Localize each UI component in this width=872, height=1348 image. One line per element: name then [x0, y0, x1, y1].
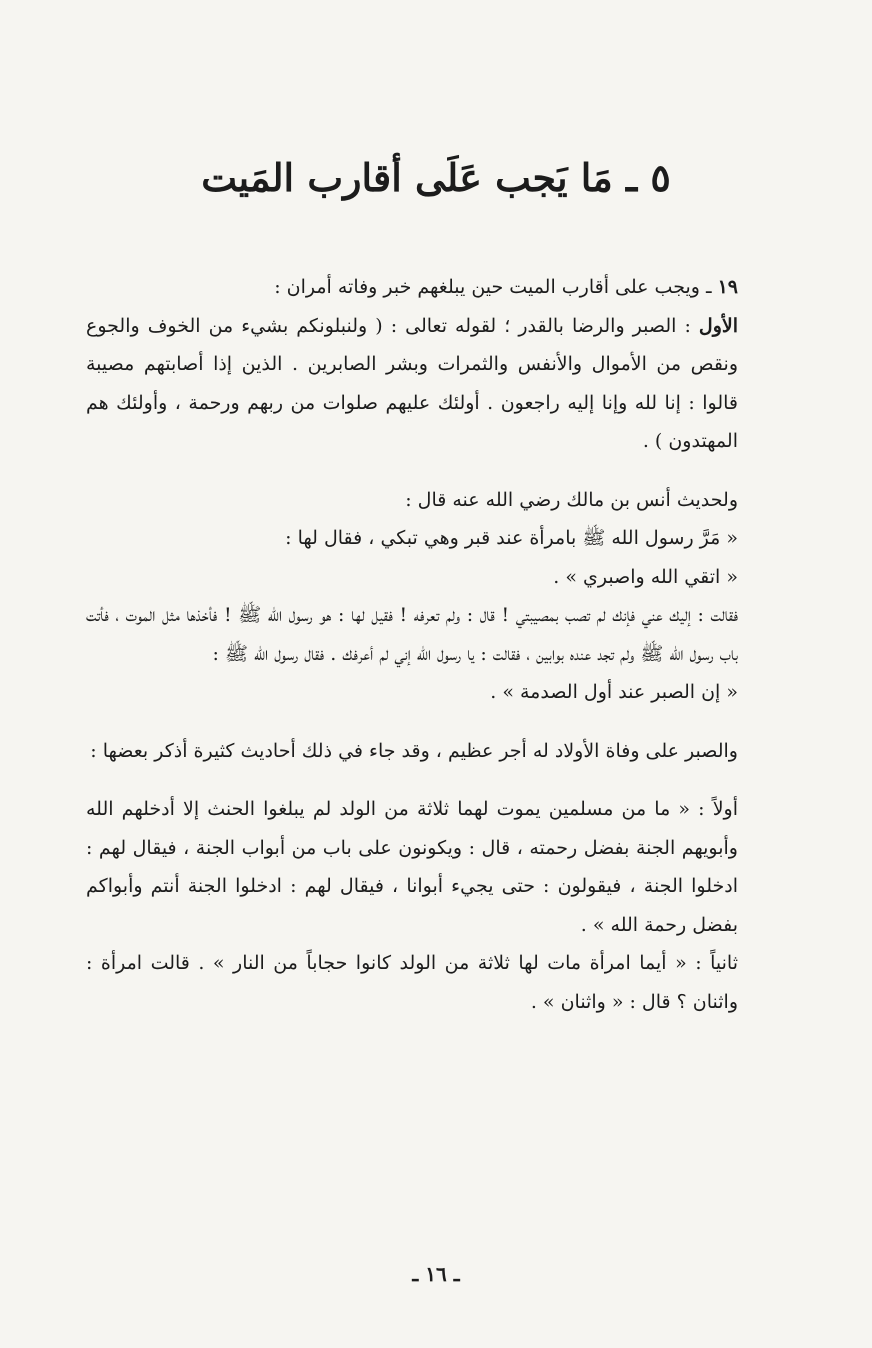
paragraph-awwal: [86, 307, 776, 461]
awwalan-paragraph: أولاً : « ما من مسلمين يموت لهما ثلاثة من الولد لم يبلغوا الحنث إلا أدخلهم الله وأبويهم الجنة بفضل رحمته ، قال : ويكونون على باب من أبواب الجنة ، فيقال لهم : ادخلوا الجنة ، فيقولون : حتى يجيء أبوانا ، فيقال لهم : ادخلوا الجنة أنتم وأبواكم بفضل رحمة الله » .: [86, 798, 738, 936]
sabr-paragraph: والصبر على وفاة الأولاد له أجر عظيم ، وقد جاء في ذلك أحاديث كثيرة أذكر بعضها :: [90, 739, 738, 762]
paragraph-19: [86, 268, 776, 307]
page-body: [86, 268, 776, 1021]
thaniyan-paragraph: ثانياً : « أيما امرأة مات لها ثلاثة من الولد كانوا حجاباً من النار » . قالت امرأة : واثنان ؟ قال : « واثنان » .: [86, 952, 738, 1013]
hadith-body: فقالت : إليك عني فإنك لم تصب بمصيبتي ! قال : ولم تعرفه ! فقيل لها : هو رسول الله ﷺ ! فأخذها مثل الموت ، فأتت باب رسول الله ﷺ ولم تجد عنده بوابين ، فقالت : يا رسول الله إني لم أعرفك . فقال رسول الله ﷺ :: [86, 604, 738, 665]
page-number: ـ ١٦ ـ: [412, 1262, 460, 1286]
hadith-quote-2: « اتقي الله واصبري » .: [553, 565, 738, 588]
paragraph-number: ١٩: [717, 276, 738, 298]
hadith-quote-3: « إن الصبر عند أول الصدمة » .: [490, 681, 738, 703]
hadith-quote-1: « مَرَّ رسول الله ﷺ بامرأة عند قبر وهي تبكي ، فقال لها :: [285, 527, 738, 549]
awwal-label: الأول: [698, 314, 738, 337]
awwal-text: : الصبر والرضا بالقدر ؛ لقوله تعالى : ( ولنبلونكم بشيء من الخوف والجوع ونقص من الأموال والأنفس والثمرات وبشر الصابرين . الذين إذا أصابتهم مصيبة قالوا : إنا لله وإنا إليه راجعون . أولئك عليهم صلوات من ربهم ورحمة ، وأولئك هم المهتدون ) .: [86, 314, 738, 452]
paragraph-19-text: ـ ويجب على أقارب الميت حين يبلغهم خبر وفاته أمران :: [274, 276, 712, 298]
chapter-title: ٥ ـ مَا يَجب عَلَى أقارب المَيت: [201, 155, 671, 200]
hadith-intro: ولحديث أنس بن مالك رضي الله عنه قال :: [405, 488, 738, 511]
